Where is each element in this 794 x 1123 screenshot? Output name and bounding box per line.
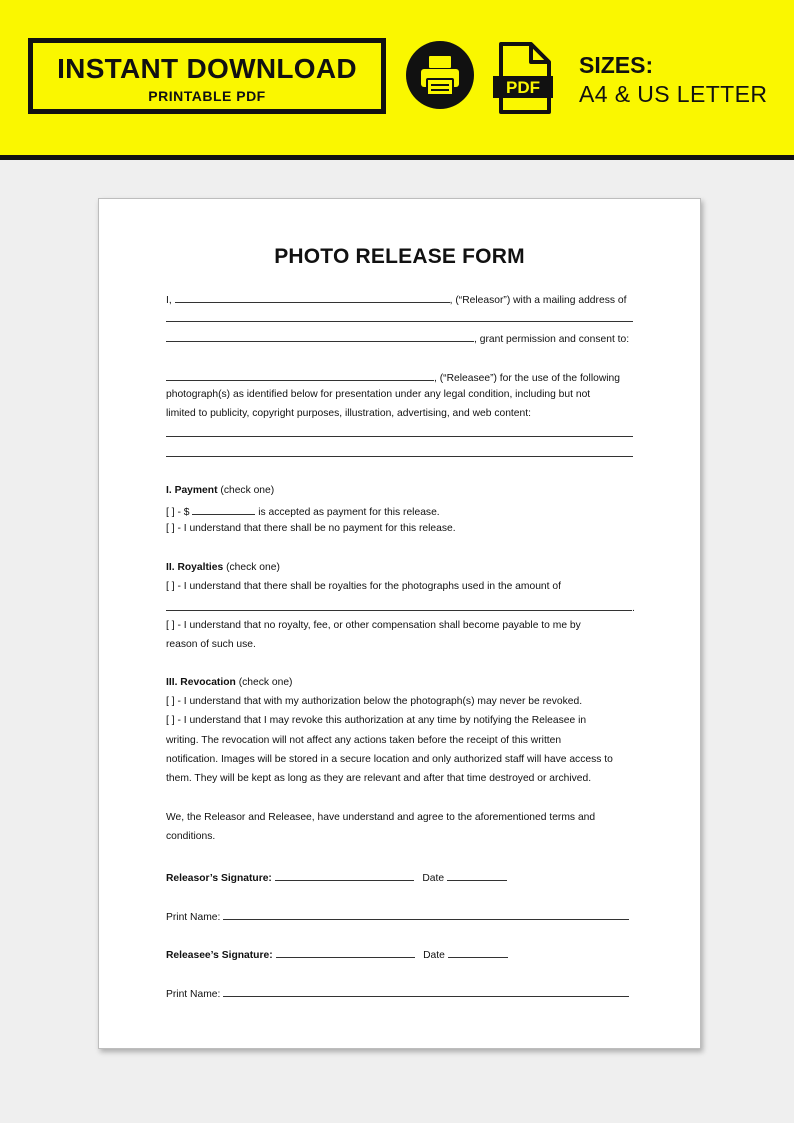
intro-prefix: I,	[166, 295, 172, 306]
form-page	[98, 198, 701, 1049]
payment-heading	[166, 484, 634, 498]
payment-checkbox-1[interactable]: [ ] - $	[166, 507, 190, 518]
releasee-name-blank[interactable]	[166, 369, 434, 381]
releasee-print-name-row	[166, 985, 634, 1002]
releasee-signature-label: Releasee’s Signature:	[166, 950, 273, 961]
releasor-name-blank[interactable]	[175, 291, 450, 303]
revocation-option-2-cont-1: writing. The revocation will not affect any actions taken before the receipt of this written	[166, 735, 562, 746]
releasee-signature-row	[166, 946, 634, 963]
payment-note: (check one)	[220, 485, 275, 496]
address-blank-2[interactable]	[166, 330, 474, 342]
releasee-date-label: Date	[423, 950, 445, 961]
photo-description-blank-2[interactable]	[166, 456, 633, 457]
intro-line-4	[166, 369, 634, 386]
releasee-print-name-label: Print Name:	[166, 989, 221, 1000]
releasor-print-name-row	[166, 908, 634, 925]
releasor-signature-label: Releasor’s Signature:	[166, 873, 272, 884]
payment-title: I. Payment	[166, 485, 218, 496]
intro-line-1	[166, 291, 634, 308]
releasor-print-name-blank[interactable]	[223, 908, 629, 920]
releasor-date-blank[interactable]	[447, 869, 507, 881]
revocation-option-2-cont-2: notification. Images will be stored in a secure location and only authorized staff will have access to	[166, 754, 613, 765]
download-subtitle: PRINTABLE PDF	[148, 88, 266, 104]
intro-line-5: photograph(s) as identified below for presentation under any legal condition, including but not	[166, 389, 591, 400]
payment-option-2[interactable]: [ ] - I understand that there shall be no payment for this release.	[166, 523, 456, 534]
revocation-heading	[166, 676, 634, 690]
releasee-text: , (“Releasee”) for the use of the following	[434, 373, 621, 384]
intro-line-3	[166, 330, 634, 347]
royalties-note: (check one)	[226, 562, 280, 573]
releasee-signature-blank[interactable]	[276, 946, 415, 958]
agreement-line-1: We, the Releasor and Releasee, have understand and agree to the aforementioned terms and	[166, 812, 596, 823]
royalties-period: .	[632, 603, 635, 614]
address-blank-1[interactable]	[166, 321, 633, 322]
royalties-option-2[interactable]: [ ] - I understand that no royalty, fee, or other compensation shall become payable to me by	[166, 620, 581, 631]
releasor-date-label: Date	[422, 873, 445, 884]
consent-text: , grant permission and consent to:	[474, 334, 630, 345]
intro-suffix: , (“Releasor”) with a mailing address of	[449, 295, 627, 306]
revocation-option-1[interactable]: [ ] - I understand that with my authorization below the photograph(s) may never be revoked.	[166, 696, 583, 707]
form-title: PHOTO RELEASE FORM	[274, 245, 525, 268]
revocation-title: III. Revocation	[166, 677, 236, 688]
pdf-file-icon	[493, 42, 553, 114]
promo-banner	[0, 0, 794, 160]
payment-amount-blank[interactable]	[192, 503, 255, 515]
payment-option-1[interactable]	[166, 503, 634, 520]
agreement-line-2: conditions.	[166, 831, 216, 842]
revocation-option-2[interactable]: [ ] - I understand that I may revoke this authorization at any time by notifying the Releasee in	[166, 715, 587, 726]
royalties-amount-blank[interactable]	[166, 599, 632, 611]
revocation-option-2-cont-3: them. They will be kept as long as they are relevant and after that time destroyed or archived.	[166, 773, 592, 784]
payment-option-1-text: is accepted as payment for this release.	[258, 507, 440, 518]
releasor-signature-blank[interactable]	[275, 869, 414, 881]
intro-line-6: limited to publicity, copyright purposes, illustration, advertising, and web content:	[166, 408, 531, 419]
royalties-heading	[166, 561, 634, 575]
royalties-title: II. Royalties	[166, 562, 224, 573]
releasee-print-name-blank[interactable]	[223, 985, 629, 997]
releasor-signature-row	[166, 869, 634, 886]
royalties-option-2-cont: reason of such use.	[166, 639, 256, 650]
pdf-label: PDF	[506, 78, 540, 97]
photo-description-blank-1[interactable]	[166, 436, 633, 437]
royalties-amount-line	[166, 599, 634, 616]
releasor-print-name-label: Print Name:	[166, 912, 221, 923]
instant-download-box	[28, 38, 386, 114]
sizes-value: A4 & US LETTER	[579, 81, 768, 107]
royalties-option-1[interactable]: [ ] - I understand that there shall be royalties for the photographs used in the amount of	[166, 581, 561, 592]
releasee-date-blank[interactable]	[448, 946, 508, 958]
sizes-label: SIZES:	[579, 52, 654, 78]
printer-icon	[406, 41, 474, 109]
download-title: INSTANT DOWNLOAD	[57, 53, 357, 84]
revocation-note: (check one)	[238, 677, 293, 688]
sizes-info	[579, 51, 767, 109]
